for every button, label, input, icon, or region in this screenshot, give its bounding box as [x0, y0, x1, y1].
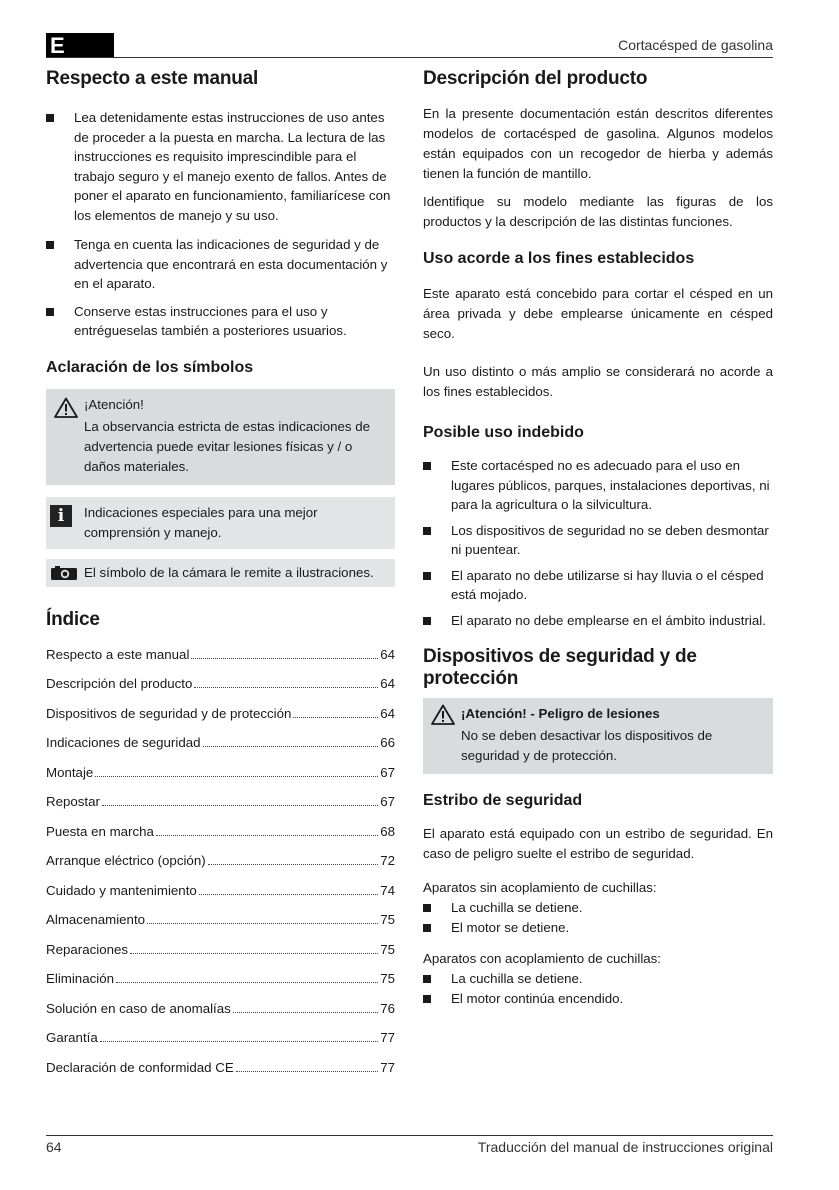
list-item: Los dispositivos de seguridad no se deben desmontar ni puentear. [423, 521, 773, 560]
toc-entry[interactable] [46, 851, 395, 881]
list-item: Este cortacésped no es adecuado para el uso en lugares públicos, parques, instalaciones deportivas, ni para la agricultura o la silvicultura. [423, 456, 773, 515]
table-of-contents [46, 645, 395, 1088]
toc-entry[interactable] [46, 763, 395, 793]
toc-leader [203, 746, 379, 747]
toc-page: 64 [380, 646, 395, 662]
with-coupling-list [423, 969, 773, 1008]
attention-notice [46, 389, 395, 485]
toc-label: Montaje [46, 764, 94, 780]
toc-label: Declaración de conformidad CE [46, 1059, 234, 1075]
attention-body: La observancia estricta de estas indicaciones de advertencia puede evitar lesiones físicas y / o daños materiales. [84, 418, 371, 474]
toc-leader [147, 923, 378, 924]
footer-divider [46, 1135, 773, 1136]
toc-leader [191, 658, 378, 659]
toc-label: Almacenamiento [46, 912, 146, 927]
toc-entry[interactable] [46, 881, 395, 911]
language-code: E [50, 33, 65, 58]
list-item: Tenga en cuenta las indicaciones de seguridad y de advertencia que encontrará en esta documentación y en el aparato. [46, 235, 395, 294]
about-manual-list [46, 108, 395, 341]
toc-leader [194, 687, 378, 688]
without-coupling-title: Aparatos sin acoplamiento de cuchillas: [423, 880, 657, 895]
injury-warning-notice [423, 698, 773, 774]
toc-entry[interactable] [46, 969, 395, 999]
list-item: El motor se detiene. [423, 918, 773, 938]
list-item: Conserve estas instrucciones para el uso y entrégueselas también a posteriores usuarios. [46, 302, 395, 341]
description-paragraph: En la presente documentación están descritos diferentes modelos de cortacésped de gasolina. Algunos modelos están equipados con un recogedor de hierba y además tienen la función de mantillo. [423, 106, 773, 181]
toc-leader [102, 805, 378, 806]
toc-page: 77 [380, 1030, 395, 1045]
symbols-title: Aclaración de los símbolos [46, 358, 254, 376]
list-item: El aparato no debe utilizarse si hay lluvia o el césped está mojado. [423, 566, 773, 605]
index-title: Índice [46, 608, 100, 630]
misuse-list [423, 456, 773, 630]
list-item: La cuchilla se detiene. [423, 898, 773, 918]
toc-entry[interactable] [46, 704, 395, 734]
toc-entry[interactable] [46, 1058, 395, 1088]
warning-body: No se deben desactivar los dispositivos de seguridad y de protección. [461, 728, 713, 763]
toc-label: Indicaciones de seguridad [46, 735, 201, 750]
toc-page: 75 [380, 971, 395, 986]
with-coupling-title: Aparatos con acoplamiento de cuchillas: [423, 951, 662, 966]
toc-entry[interactable] [46, 822, 395, 852]
toc-page: 67 [380, 764, 395, 780]
product-description-title: Descripción del producto [423, 68, 648, 89]
intended-use-title: Uso acorde a los fines establecidos [423, 250, 695, 267]
header-divider [46, 57, 773, 58]
toc-entry[interactable] [46, 910, 395, 940]
warning-triangle-icon [54, 397, 78, 418]
without-coupling-list [423, 898, 773, 937]
language-tab [46, 33, 114, 58]
toc-label: Descripción del producto [46, 676, 193, 691]
toc-page: 68 [380, 823, 395, 839]
info-text: Indicaciones especiales para una mejor comprensión y manejo. [84, 504, 318, 540]
toc-page: 75 [380, 912, 395, 927]
camera-text: El símbolo de la cámara le remite a ilustraciones. [84, 564, 374, 580]
toc-page: 74 [380, 882, 395, 898]
safety-bail-title: Estribo de seguridad [423, 792, 583, 809]
toc-leader [293, 717, 378, 718]
toc-page: 76 [380, 1000, 395, 1016]
toc-leader [116, 982, 378, 983]
toc-leader [95, 776, 378, 777]
toc-label: Solución en caso de anomalías [46, 1000, 231, 1016]
misuse-title: Posible uso indebido [423, 424, 584, 441]
toc-leader [208, 864, 379, 865]
toc-label: Eliminación [46, 971, 114, 986]
warning-title: ¡Atención! - Peligro de lesiones [461, 706, 660, 721]
list-item: El motor continúa encendido. [423, 989, 773, 1009]
description-paragraph: Identifique su modelo mediante las figuras de los productos y la descripción de las distintas funciones. [423, 194, 773, 229]
toc-page: 77 [380, 1059, 395, 1075]
list-item: El aparato no debe emplearse en el ámbito industrial. [423, 611, 773, 631]
toc-page: 64 [380, 676, 395, 691]
footer-text: Traducción del manual de instrucciones original [477, 1139, 773, 1155]
toc-page: 72 [380, 853, 395, 868]
bail-paragraph: El aparato está equipado con un estribo de seguridad. En caso de peligro suelte el estribo de seguridad. [423, 826, 773, 861]
info-notice [46, 497, 395, 549]
header-title: Cortacésped de gasolina [618, 37, 773, 53]
toc-page: 64 [380, 705, 395, 721]
toc-entry[interactable] [46, 940, 395, 970]
toc-page: 67 [380, 794, 395, 809]
intended-use-paragraph: Un uso distinto o más amplio se considerará no acorde a los fines establecidos. [423, 364, 773, 399]
toc-entry[interactable] [46, 792, 395, 822]
toc-label: Cuidado y mantenimiento [46, 882, 197, 898]
left-column [46, 68, 395, 1087]
toc-leader [130, 953, 378, 954]
toc-label: Garantía [46, 1030, 98, 1045]
toc-leader [236, 1071, 378, 1072]
toc-entry[interactable] [46, 674, 395, 704]
toc-leader [233, 1012, 378, 1013]
toc-entry[interactable] [46, 733, 395, 763]
toc-entry[interactable] [46, 645, 395, 675]
warning-triangle-icon [431, 704, 455, 725]
list-item: Lea detenidamente estas instrucciones de uso antes de proceder a la puesta en marcha. La lectura de las instrucciones es requisito imprescindible para el trabajo seguro y el manejo exento de fallos. Antes de poner el aparato en funcionamiento, familiarícese con los elementos de manejo y su uso. [46, 108, 395, 225]
toc-label: Puesta en marcha [46, 823, 154, 839]
attention-title: ¡Atención! [84, 396, 144, 412]
toc-label: Dispositivos de seguridad y de protección [46, 705, 292, 721]
right-column [423, 68, 773, 1008]
toc-label: Repostar [46, 794, 100, 809]
toc-leader [100, 1041, 378, 1042]
toc-page: 66 [380, 735, 395, 750]
toc-label: Reparaciones [46, 941, 129, 957]
toc-page: 75 [380, 941, 395, 957]
toc-entry[interactable] [46, 1028, 395, 1058]
camera-icon [50, 565, 78, 581]
info-icon: i [50, 505, 72, 527]
toc-label: Arranque eléctrico (opción) [46, 853, 206, 868]
toc-label: Respecto a este manual [46, 646, 190, 662]
about-manual-title: Respecto a este manual [46, 68, 259, 89]
toc-leader [199, 894, 378, 895]
list-item: La cuchilla se detiene. [423, 969, 773, 989]
intended-use-paragraph: Este aparato está concebido para cortar el césped en un área privada y debe emplearse únicamente en césped seco. [423, 286, 773, 341]
toc-entry[interactable] [46, 999, 395, 1029]
safety-devices-title: Dispositivos de seguridad y de protección [423, 646, 697, 689]
toc-leader [156, 835, 378, 836]
camera-notice [46, 559, 395, 587]
page-number: 64 [46, 1139, 62, 1155]
